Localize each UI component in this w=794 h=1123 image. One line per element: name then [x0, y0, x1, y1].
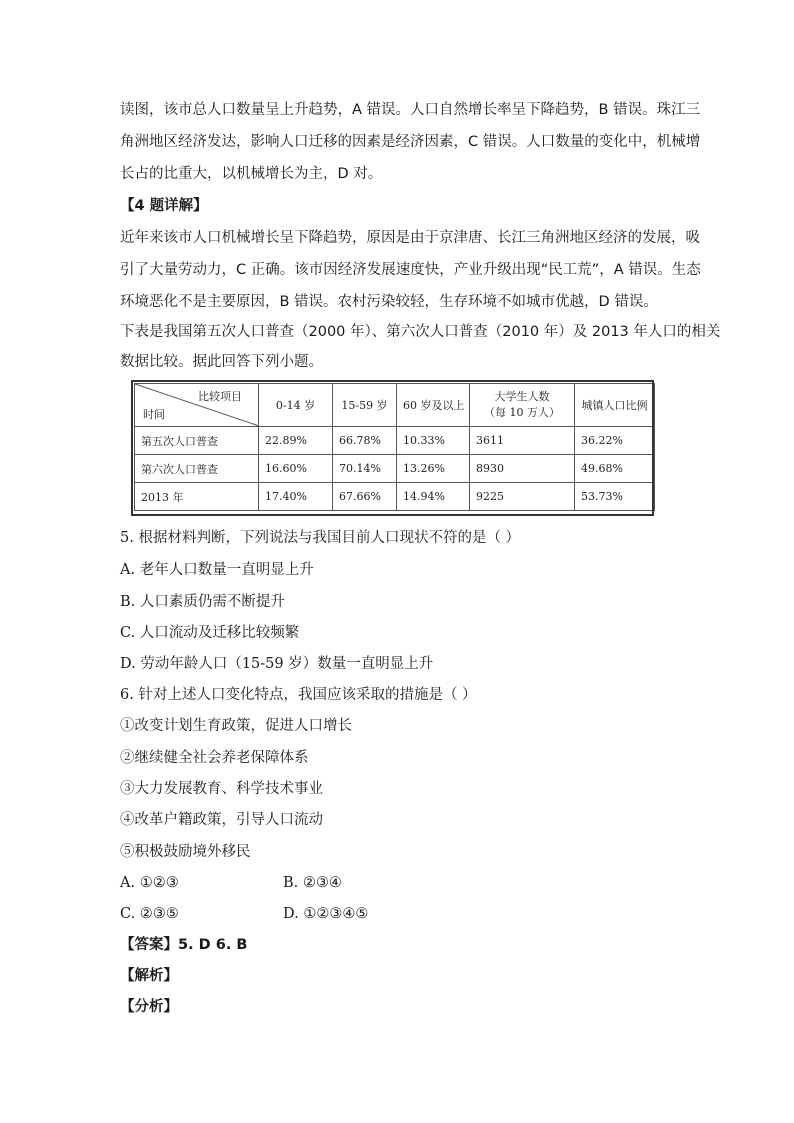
table-cell: 36.22%: [575, 427, 655, 455]
table-header-cell: 15-59 岁: [333, 384, 397, 427]
paragraph-line: 长占的比重大，以机械增长为主，D 对。: [120, 166, 383, 182]
population-table: [134, 383, 655, 511]
statement-1: ①改变计划生育政策，促进人口增长: [120, 718, 352, 734]
table-cell: 67.66%: [333, 483, 397, 511]
table-cell: 49.68%: [575, 455, 655, 483]
analysis-header: 【解析】: [120, 968, 178, 984]
statement-5: ⑤积极鼓励境外移民: [120, 844, 251, 860]
question-6-option-a: A. ①②③: [120, 875, 179, 891]
table-corner-cell: [135, 384, 259, 427]
question-6-stem: 6. 针对上述人口变化特点，我国应该采取的措施是（ ）: [120, 687, 477, 703]
table-row: [135, 483, 655, 511]
paragraph-line: 环境恶化不是主要原因，B 错误。农村污染较轻，生存环境不如城市优越，D 错误。: [120, 294, 658, 310]
statement-2: ②继续健全社会养老保障体系: [120, 750, 309, 766]
statement-4: ④改革户籍政策，引导人口流动: [120, 812, 323, 828]
table-header-row: [135, 384, 655, 427]
table-cell: 10.33%: [397, 427, 470, 455]
table-cell: 66.78%: [333, 427, 397, 455]
table-row: [135, 455, 655, 483]
table-header-cell: 60 岁及以上: [397, 384, 470, 427]
table-cell: 第六次人口普查: [135, 455, 259, 483]
table-header-cell: 城镇人口比例: [575, 384, 655, 427]
table-header-cell: 0-14 岁: [259, 384, 333, 427]
paragraph-line: 读图，该市总人口数量呈上升趋势，A 错误。人口自然增长率呈下降趋势，B 错误。珠江三: [120, 102, 701, 118]
table-cell: 2013 年: [135, 483, 259, 511]
answer-line: 【答案】5. D 6. B: [120, 937, 248, 953]
fenxi-header: 【分析】: [120, 999, 178, 1015]
table-cell: 3611: [470, 427, 575, 455]
corner-bottom-label: 时间: [143, 408, 165, 421]
paragraph-line: 引了大量劳动力，C 正确。该市因经济发展速度快，产业升级出现“民工荒”，A 错误。生态: [120, 262, 701, 278]
table-row: [135, 427, 655, 455]
statement-3: ③大力发展教育、科学技术事业: [120, 781, 323, 797]
corner-top-label: 比较项目: [198, 390, 242, 403]
question-6-option-c: C. ②③⑤: [120, 906, 179, 922]
paragraph-line: 下表是我国第五次人口普查（2000 年）、第六次人口普查（2010 年）及 2013 年人口的相关: [120, 324, 721, 340]
table-cell: 17.40%: [259, 483, 333, 511]
header-line: 大学生人数: [494, 390, 550, 403]
table-cell: 第五次人口普查: [135, 427, 259, 455]
question-5-option-a: A. 老年人口数量一直明显上升: [120, 562, 314, 578]
table-cell: 14.94%: [397, 483, 470, 511]
question-6-option-b: B. ②③④: [283, 875, 342, 891]
question-5-option-c: C. 人口流动及迁移比较频繁: [120, 625, 300, 641]
paragraph-line: 近年来该市人口机械增长呈下降趋势，原因是由于京津唐、长江三角洲地区经济的发展，吸: [120, 230, 700, 246]
question-5-option-d: D. 劳动年龄人口（15-59 岁）数量一直明显上升: [120, 656, 434, 672]
table-cell: 13.26%: [397, 455, 470, 483]
table-cell: 70.14%: [333, 455, 397, 483]
table-cell: 9225: [470, 483, 575, 511]
question-6-option-d: D. ①②③④⑤: [283, 906, 369, 922]
table-cell: 8930: [470, 455, 575, 483]
table-cell: 22.89%: [259, 427, 333, 455]
table-cell: 16.60%: [259, 455, 333, 483]
question-5-stem: 5. 根据材料判断，下列说法与我国目前人口现状不符的是（ ）: [120, 530, 521, 546]
header-line: （每 10 万人）: [484, 406, 560, 419]
paragraph-line: 角洲地区经济发达，影响人口迁移的因素是经济因素，C 错误。人口数量的变化中，机械增: [120, 134, 701, 150]
section-header: 【4 题详解】: [120, 198, 208, 214]
table-cell: 53.73%: [575, 483, 655, 511]
paragraph-line: 数据比较。据此回答下列小题。: [120, 354, 323, 370]
question-5-option-b: B. 人口素质仍需不断提升: [120, 594, 285, 610]
table-header-cell: [470, 384, 575, 427]
